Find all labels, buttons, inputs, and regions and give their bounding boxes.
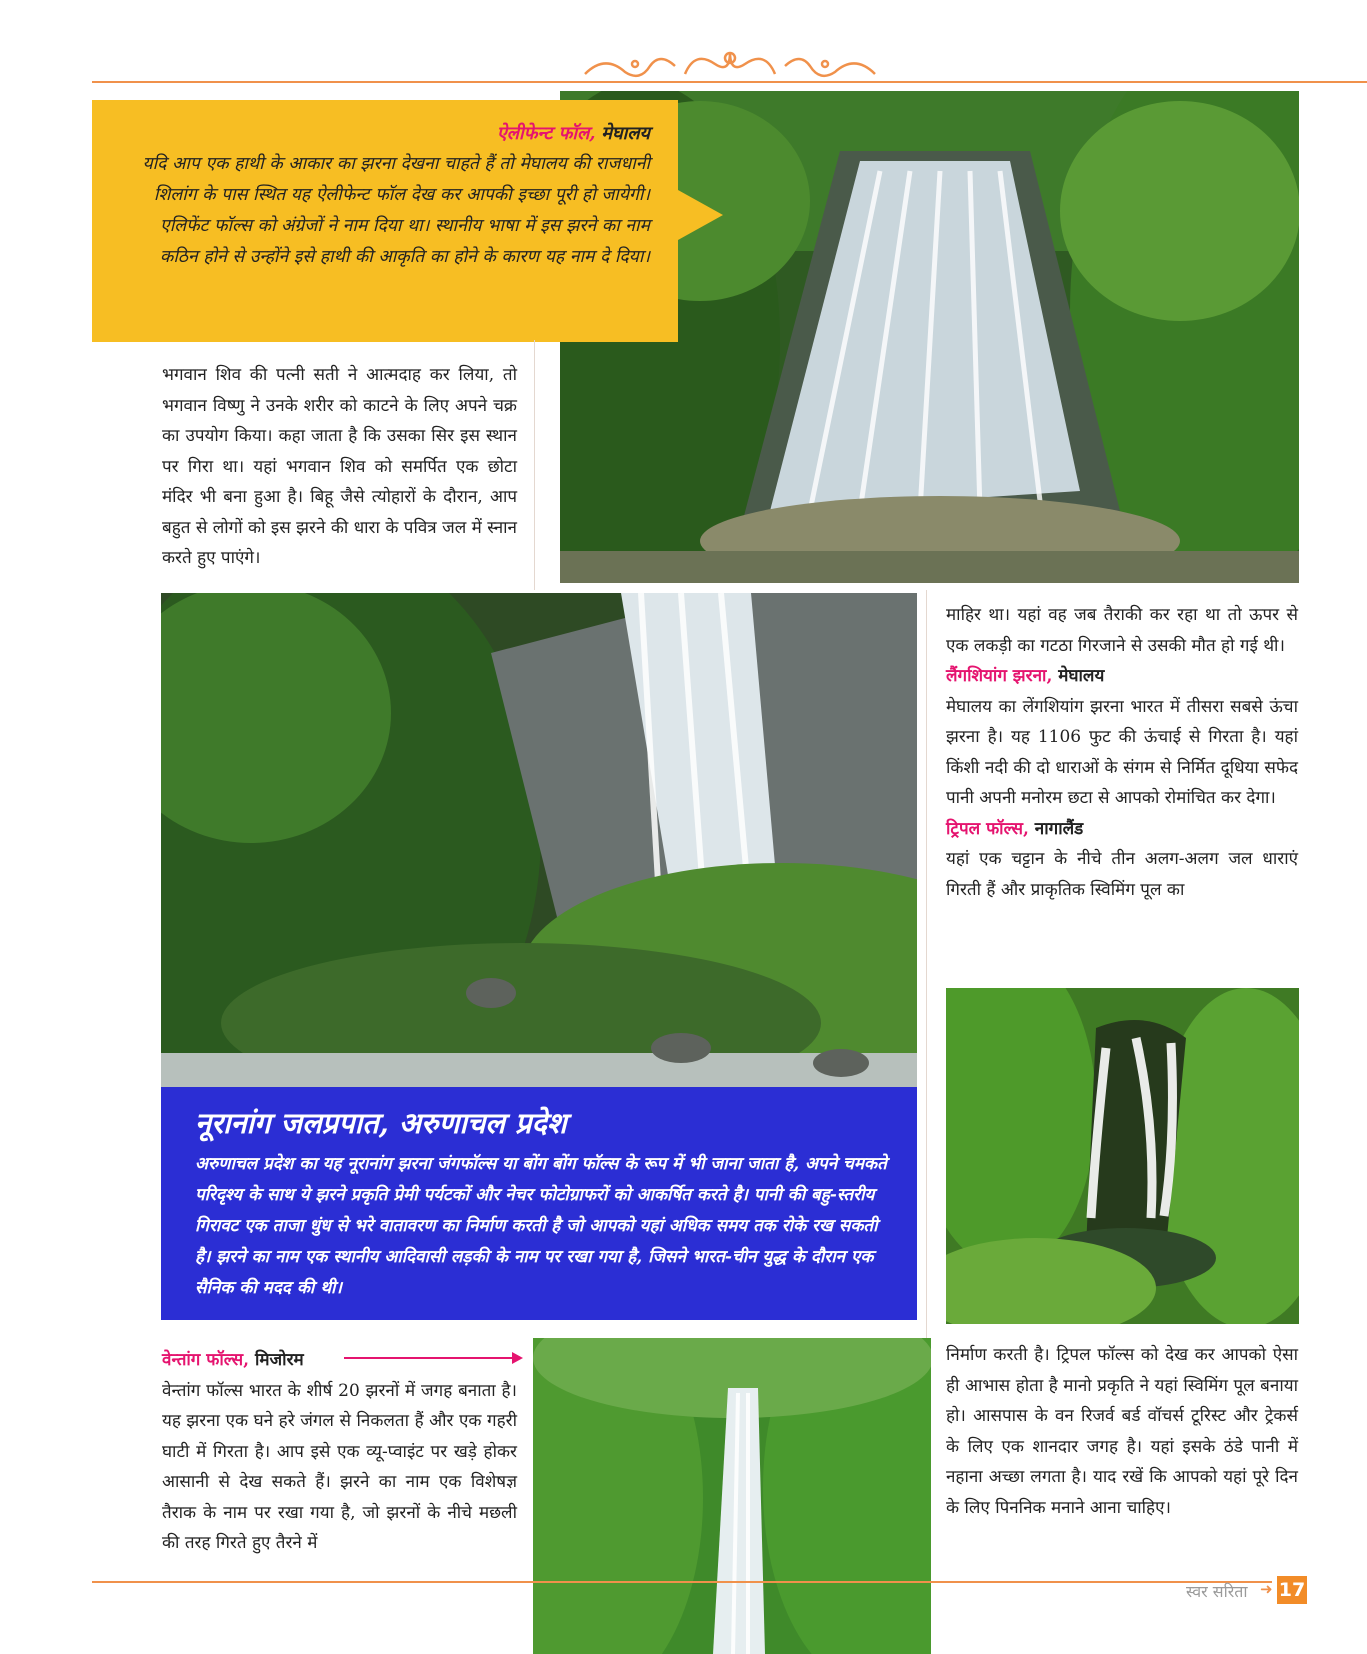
langshiang-heading-state: मेघालय — [1058, 666, 1105, 686]
continued-text: माहिर था। यहां वह जब तैराकी कर रहा था तो ऊपर से एक लकड़ी का गटठा गिरजाने से उसकी मौत हो गई थी। — [946, 605, 1298, 656]
triple-falls-heading — [946, 814, 1298, 845]
vantawng-pointer-line — [344, 1357, 514, 1359]
elephant-falls-text-block — [130, 118, 650, 273]
triple-falls-text: यहां एक चट्टान के नीचे तीन अलग-अलग जल धाराएं गिरती हैं और प्राकृतिक स्विमिंग पूल का — [946, 849, 1298, 900]
elephant-falls-callout — [92, 100, 678, 342]
footer-rule — [92, 1581, 1272, 1583]
nuranang-callout — [161, 1087, 917, 1320]
nuranang-description: अरुणाचल प्रदेश का यह नूरानांग झरना जंगफॉल्स या बोंग बोंग फॉल्स के रूप में भी जाना जाता है, अपने चमकते परिदृश्य के साथ ये झरने प्रकृति प्रेमी पर्यटकों और नेचर फोटोग्राफरों को आकर्षित करते है। पानी की बहु-स्तरीय गिरावट एक ताजा धुंध से भरे वातावरण का निर्माण करती है जो आपको यहां अधिक समय तक रोके रख सकती है। झरने का नाम एक स्थानीय आदिवासी लड़की के नाम पर रखा गया है, जिसने भारत-चीन युद्ध के दौरान एक सैनिक की मदद की थी। — [195, 1154, 887, 1298]
column-divider — [534, 340, 535, 590]
shiva-paragraph: भगवान शिव की पत्नी सती ने आत्मदाह कर लिया, तो भगवान विष्णु ने उनके शरीर को काटने के लिए अपने चक्र का उपयोग किया। कहा जाता है कि उसका सिर इस स्थान पर गिरा था। यहां भगवान शिव को समर्पित एक छोटा मंदिर भी बना हुआ है। बिहू जैसे त्योहारों के दौरान, आप बहुत से लोगों को इस झरने की धारा के पवित्र जल में स्नान करते हुए पाएंगे। — [162, 365, 517, 568]
langshiang-text: मेघालय का लेंगशियांग झरना भारत में तीसरा सबसे ऊंचा झरना है। यह 1106 फुट की ऊंचाई से गिरता है। यहां किंशी नदी की दो धाराओं के संगम से निर्मित दूधिया सफेद पानी अपनी मनोरम छटा से आपको रोमांचित कर देगा। — [946, 696, 1298, 808]
elephant-falls-heading — [130, 118, 650, 149]
vantawng-section — [162, 1345, 517, 1559]
elephant-falls-heading-name: ऐलीफेन्ट फॉल, — [496, 123, 596, 144]
elephant-falls-description: यदि आप एक हाथी के आकार का झरना देखना चाहते हैं तो मेघालय की राजधानी शिलांग के पास स्थित यह ऐलीफेन्ट फॉल देख कर आपकी इच्छा पूरी हो जायेगी। एलिफेंट फॉल्स को अंग्रेजों ने नाम दिया था। स्थानीय भाषा में इस झरने का नाम कठिन होने से उन्होंने इसे हाथी की आकृति का होने के कारण यह नाम दे दिया। — [142, 154, 650, 267]
elephant-falls-heading-state: मेघालय — [601, 123, 650, 144]
langshiang-heading-name: लैंगशियांग झरना, — [946, 666, 1053, 686]
callout-arrow-icon — [678, 190, 723, 240]
header-ornament-icon — [575, 44, 885, 84]
page-number: 17 — [1277, 1576, 1307, 1604]
triple-falls-heading-name: ट्रिपल फॉल्स, — [946, 818, 1029, 839]
vantawng-text: वेन्तांग फॉल्स भारत के शीर्ष 20 झरनों में जगह बनाता है। यह झरना एक घने हरे जंगल से निकलता हैं और एक गहरी घाटी में गिरता है। आप इसे एक व्यू-प्वाइंट पर खड़े होकर आसानी से देख सकते हैं। झरने का नाम एक विशेषज्ञ तैराक के नाम पर रखा गया है, जो झरनों के नीचे मछली की तरह गिरते हुए तैरने में — [162, 1380, 517, 1553]
vantawng-falls-photo — [533, 1338, 931, 1654]
langshiang-heading — [946, 661, 1298, 692]
triple-falls-continued: निर्माण करती है। ट्रिपल फॉल्स को देख कर आपको ऐसा ही आभास होता है मानो प्रकृति ने यहां स्विमिंग पूल बनाया हो। आसपास के वन रिजर्व बर्ड वॉचर्स टूरिस्ट और ट्रेकर्स के लिए एक शानदार जगह है। यहां इसके ठंडे पानी में नहाना अच्छा लगता है। याद रखें कि आपको यहां पूरे दिन के लिए पिननिक मनाने आना चाहिए। — [946, 1345, 1298, 1518]
nuranang-title: नूरानांग जलप्रपात, अरुणाचल प्रदेश — [195, 1106, 567, 1140]
vantawng-heading-state: मिजोरम — [254, 1350, 304, 1370]
footer-arrow-icon: ➜ — [1260, 1580, 1273, 1598]
triple-falls-photo — [946, 988, 1299, 1324]
vantawng-heading — [162, 1345, 517, 1376]
vantawng-heading-name: वेन्तांग फॉल्स, — [162, 1350, 250, 1370]
magazine-name: स्वर सरिता — [1186, 1582, 1248, 1601]
nuranang-falls-photo — [161, 593, 917, 1088]
right-column-text — [946, 600, 1298, 905]
triple-falls-heading-state: नागालैंड — [1034, 818, 1084, 839]
vantawng-pointer-arrow-icon — [512, 1352, 523, 1364]
